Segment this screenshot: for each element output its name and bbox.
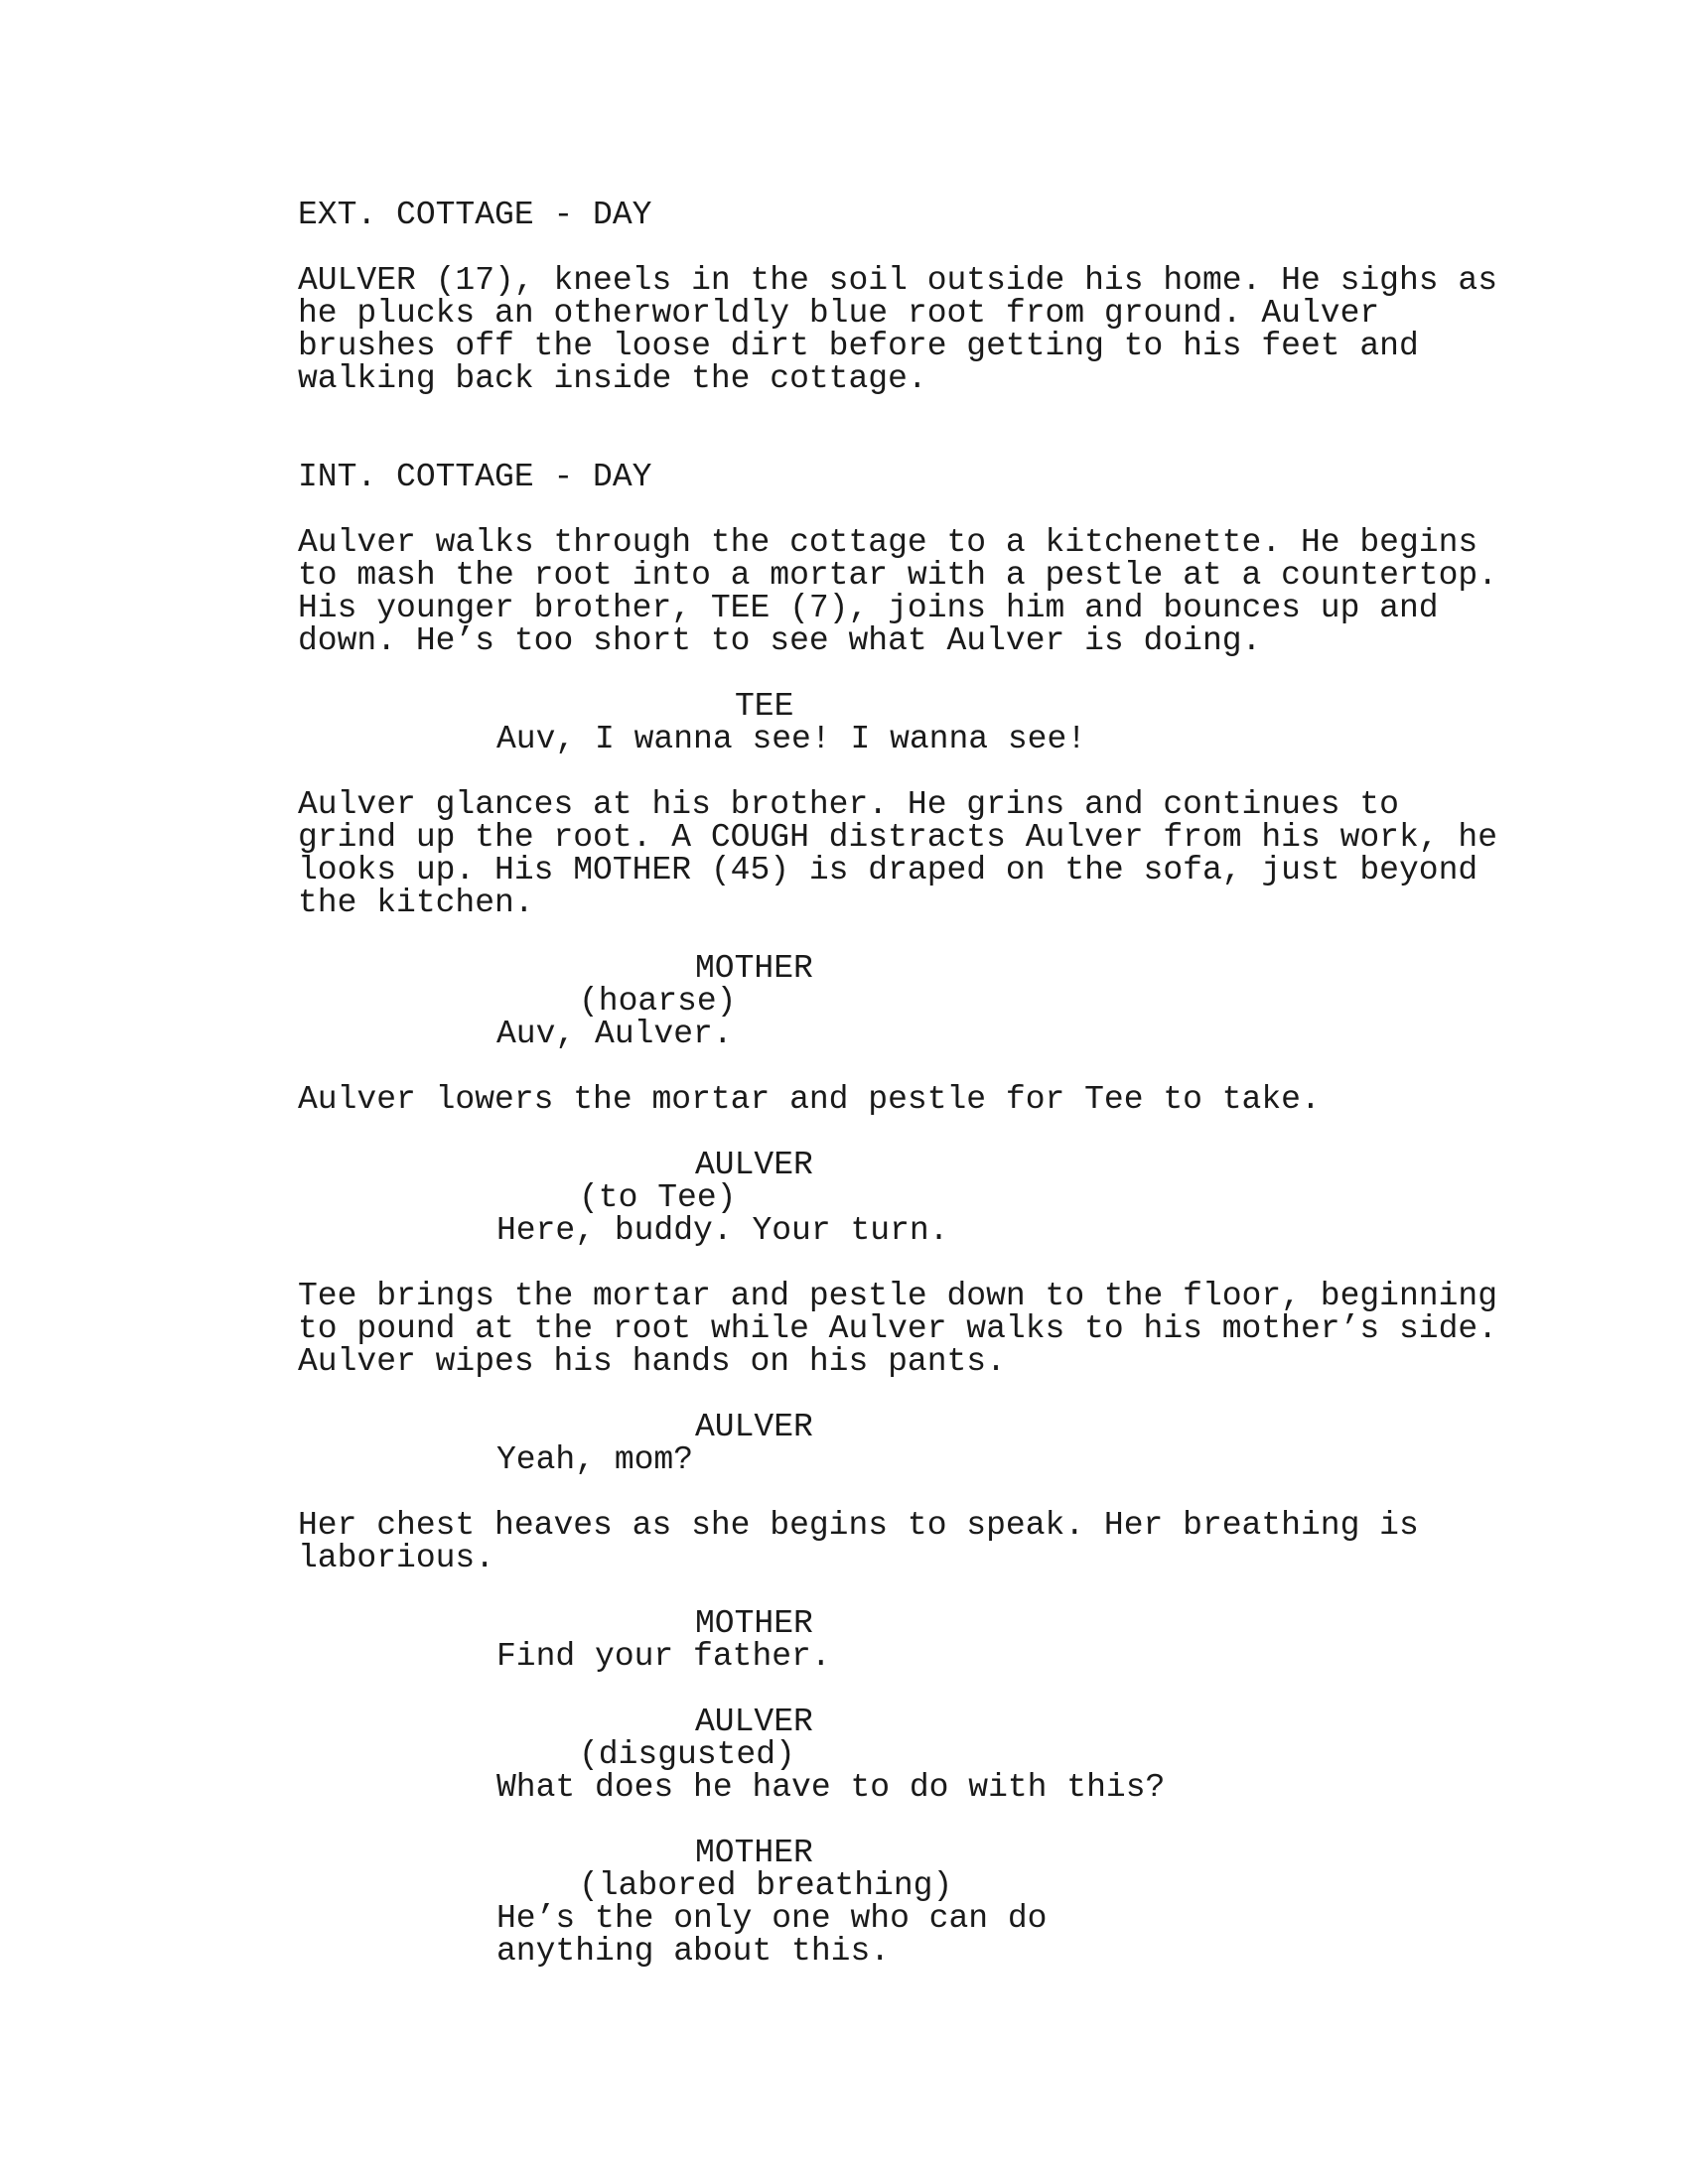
dialogue-line: Auv, Aulver.	[496, 1016, 733, 1052]
action-line: Her chest heaves as she begins to speak. Her breathing is	[298, 1507, 1419, 1544]
character-cue: TEE	[735, 688, 794, 725]
dialogue-line: Here, buddy. Your turn.	[496, 1212, 949, 1249]
parenthetical: (to Tee)	[579, 1179, 737, 1216]
dialogue-line: He’s the only one who can do	[496, 1900, 1048, 1937]
scene-heading: EXT. COTTAGE - DAY	[298, 197, 652, 233]
action-line: brushes off the loose dirt before getting to his feet and	[298, 328, 1419, 364]
action-line: Aulver walks through the cottage to a kitchenette. He begins	[298, 524, 1478, 561]
action-line: Aulver glances at his brother. He grins and continues to	[298, 786, 1399, 823]
parenthetical: (disgusted)	[579, 1736, 795, 1773]
action-line: AULVER (17), kneels in the soil outside his home. He sighs as	[298, 262, 1497, 299]
character-cue: MOTHER	[695, 1835, 813, 1871]
action-line: the kitchen.	[298, 885, 534, 921]
character-cue: AULVER	[695, 1704, 813, 1740]
dialogue-line: Yeah, mom?	[496, 1441, 694, 1478]
action-line: Tee brings the mortar and pestle down to the floor, beginning	[298, 1278, 1497, 1314]
character-cue: MOTHER	[695, 950, 813, 987]
character-cue: AULVER	[695, 1147, 813, 1183]
character-cue: MOTHER	[695, 1605, 813, 1642]
parenthetical: (labored breathing)	[579, 1867, 953, 1904]
action-line: Aulver wipes his hands on his pants.	[298, 1343, 1006, 1380]
action-line: to mash the root into a mortar with a pestle at a countertop.	[298, 557, 1497, 594]
action-line: Aulver lowers the mortar and pestle for Tee to take.	[298, 1081, 1321, 1118]
action-line: to pound at the root while Aulver walks to his mother’s side.	[298, 1310, 1497, 1347]
action-line: down. He’s too short to see what Aulver is doing.	[298, 622, 1262, 659]
action-line: looks up. His MOTHER (45) is draped on the sofa, just beyond	[298, 852, 1478, 888]
character-cue: AULVER	[695, 1409, 813, 1445]
dialogue-line: anything about this.	[496, 1933, 891, 1970]
action-line: His younger brother, TEE (7), joins him and bounces up and	[298, 590, 1439, 626]
scene-heading: INT. COTTAGE - DAY	[298, 459, 652, 495]
action-line: walking back inside the cottage.	[298, 360, 927, 397]
action-line: grind up the root. A COUGH distracts Aulver from his work, he	[298, 819, 1497, 856]
dialogue-line: Auv, I wanna see! I wanna see!	[496, 721, 1087, 757]
dialogue-line: What does he have to do with this?	[496, 1769, 1166, 1806]
parenthetical: (hoarse)	[579, 983, 737, 1020]
dialogue-line: Find your father.	[496, 1638, 831, 1675]
action-line: he plucks an otherworldly blue root from ground. Aulver	[298, 295, 1380, 332]
action-line: laborious.	[298, 1540, 495, 1576]
